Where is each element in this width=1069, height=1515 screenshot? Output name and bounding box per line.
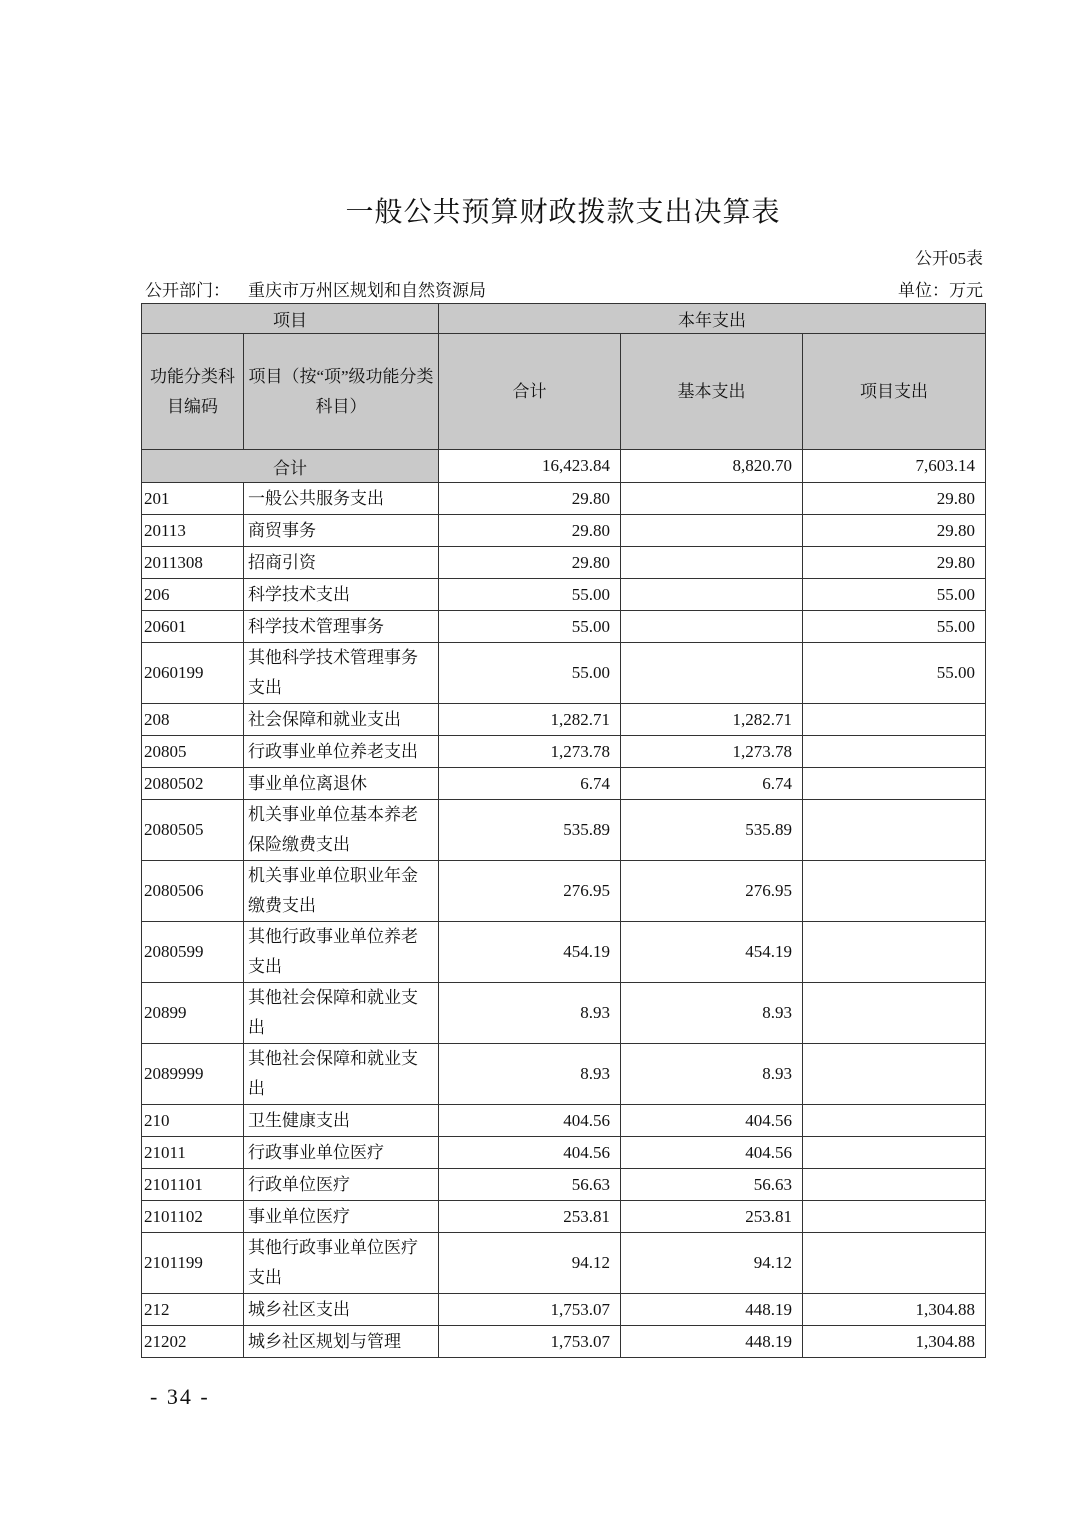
row-basic <box>621 643 803 704</box>
row-code: 2080502 <box>142 768 244 800</box>
row-name-text: 机关事业单位职业年金缴费支出 <box>248 866 418 915</box>
row-code: 2011308 <box>142 547 244 579</box>
row-name <box>244 1326 439 1358</box>
row-basic <box>621 547 803 579</box>
row-total: 454.19 <box>439 922 621 983</box>
row-project <box>803 704 986 736</box>
row-total: 29.80 <box>439 483 621 515</box>
row-basic: 276.95 <box>621 861 803 922</box>
row-code: 20899 <box>142 983 244 1044</box>
row-total: 1,753.07 <box>439 1326 621 1358</box>
row-basic: 94.12 <box>621 1233 803 1294</box>
table-row <box>142 643 986 704</box>
row-basic: 535.89 <box>621 800 803 861</box>
row-total: 1,753.07 <box>439 1294 621 1326</box>
row-name-text: 行政事业单位养老支出 <box>248 741 418 761</box>
department-label: 公开部门： <box>145 281 230 300</box>
row-total: 8.93 <box>439 983 621 1044</box>
row-code: 2101199 <box>142 1233 244 1294</box>
row-project <box>803 768 986 800</box>
row-name-text: 机关事业单位基本养老保险缴费支出 <box>248 805 418 854</box>
row-code: 2101101 <box>142 1169 244 1201</box>
row-project <box>803 1233 986 1294</box>
budget-table <box>141 303 986 1358</box>
table-row <box>142 1105 986 1137</box>
row-basic: 1,273.78 <box>621 736 803 768</box>
row-name <box>244 483 439 515</box>
row-name-text: 商贸事务 <box>248 520 316 540</box>
row-project: 55.00 <box>803 611 986 643</box>
table-row <box>142 983 986 1044</box>
row-name-text: 科学技术支出 <box>248 584 350 604</box>
table-row <box>142 1294 986 1326</box>
form-number: 公开05表 <box>915 249 983 268</box>
row-basic: 56.63 <box>621 1169 803 1201</box>
row-basic: 404.56 <box>621 1137 803 1169</box>
row-name-text: 行政事业单位医疗 <box>248 1142 384 1162</box>
row-basic: 8.93 <box>621 983 803 1044</box>
row-name-text: 其他社会保障和就业支出 <box>248 1049 418 1098</box>
table-row <box>142 1044 986 1105</box>
page-title: 一般公共预算财政拨款支出决算表 <box>345 197 781 228</box>
row-code: 208 <box>142 704 244 736</box>
row-basic: 448.19 <box>621 1294 803 1326</box>
row-total: 55.00 <box>439 579 621 611</box>
row-name <box>244 1233 439 1294</box>
row-project <box>803 800 986 861</box>
row-project <box>803 861 986 922</box>
row-total: 55.00 <box>439 643 621 704</box>
row-name <box>244 736 439 768</box>
row-name-text: 招商引资 <box>248 552 316 572</box>
row-code: 21202 <box>142 1326 244 1358</box>
row-name-text: 其他行政事业单位医疗支出 <box>248 1238 418 1287</box>
row-code: 2060199 <box>142 643 244 704</box>
row-code: 2080506 <box>142 861 244 922</box>
row-basic <box>621 611 803 643</box>
row-name-text: 卫生健康支出 <box>248 1110 350 1130</box>
row-name <box>244 800 439 861</box>
table-row <box>142 704 986 736</box>
row-project: 1,304.88 <box>803 1294 986 1326</box>
row-total: 535.89 <box>439 800 621 861</box>
row-name-text: 其他社会保障和就业支出 <box>248 988 418 1037</box>
table-row <box>142 515 986 547</box>
row-basic: 253.81 <box>621 1201 803 1233</box>
total-project: 7,603.14 <box>803 450 986 483</box>
row-basic: 448.19 <box>621 1326 803 1358</box>
header-name: 项目（按“项”级功能分类科目） <box>244 334 439 450</box>
header-current-year: 本年支出 <box>439 304 986 334</box>
row-total: 1,273.78 <box>439 736 621 768</box>
table-row <box>142 1233 986 1294</box>
header-code: 功能分类科目编码 <box>142 334 244 450</box>
row-code: 206 <box>142 579 244 611</box>
row-total: 6.74 <box>439 768 621 800</box>
table-row <box>142 800 986 861</box>
row-project: 55.00 <box>803 579 986 611</box>
row-total: 404.56 <box>439 1105 621 1137</box>
row-project: 29.80 <box>803 483 986 515</box>
row-project <box>803 983 986 1044</box>
row-total: 94.12 <box>439 1233 621 1294</box>
row-name <box>244 1169 439 1201</box>
row-name-text: 城乡社区规划与管理 <box>248 1331 401 1351</box>
row-basic: 1,282.71 <box>621 704 803 736</box>
row-name <box>244 515 439 547</box>
row-code: 212 <box>142 1294 244 1326</box>
row-basic: 454.19 <box>621 922 803 983</box>
row-name <box>244 579 439 611</box>
row-name <box>244 983 439 1044</box>
department-name: 重庆市万州区规划和自然资源局 <box>248 281 486 300</box>
row-name <box>244 768 439 800</box>
total-label: 合计 <box>142 450 439 483</box>
table-row <box>142 611 986 643</box>
row-name <box>244 861 439 922</box>
row-total: 29.80 <box>439 515 621 547</box>
row-name <box>244 1105 439 1137</box>
row-name-text: 科学技术管理事务 <box>248 616 384 636</box>
row-name <box>244 611 439 643</box>
table-row <box>142 547 986 579</box>
header-total: 合计 <box>439 334 621 450</box>
unit-label: 单位：万元 <box>898 281 983 300</box>
row-code: 2089999 <box>142 1044 244 1105</box>
row-project: 29.80 <box>803 547 986 579</box>
table-row <box>142 861 986 922</box>
row-name <box>244 1044 439 1105</box>
table-row <box>142 768 986 800</box>
row-name <box>244 547 439 579</box>
row-name <box>244 1294 439 1326</box>
row-basic <box>621 579 803 611</box>
row-name-text: 行政单位医疗 <box>248 1174 350 1194</box>
header-basic: 基本支出 <box>621 334 803 450</box>
row-total: 276.95 <box>439 861 621 922</box>
row-code: 2080599 <box>142 922 244 983</box>
row-name <box>244 922 439 983</box>
header-row-2 <box>142 334 986 450</box>
header-project: 项目支出 <box>803 334 986 450</box>
row-total: 253.81 <box>439 1201 621 1233</box>
row-name-text: 一般公共服务支出 <box>248 488 384 508</box>
row-total: 1,282.71 <box>439 704 621 736</box>
row-code: 20805 <box>142 736 244 768</box>
total-sum: 16,423.84 <box>439 450 621 483</box>
table-row <box>142 736 986 768</box>
row-code: 210 <box>142 1105 244 1137</box>
row-code: 21011 <box>142 1137 244 1169</box>
row-name-text: 事业单位医疗 <box>248 1206 350 1226</box>
table-row <box>142 1137 986 1169</box>
row-name <box>244 1137 439 1169</box>
row-total: 29.80 <box>439 547 621 579</box>
header-row-1 <box>142 304 986 334</box>
row-total: 55.00 <box>439 611 621 643</box>
row-name-text: 其他行政事业单位养老支出 <box>248 927 418 976</box>
row-name <box>244 1201 439 1233</box>
row-project: 55.00 <box>803 643 986 704</box>
row-total: 8.93 <box>439 1044 621 1105</box>
row-code: 2101102 <box>142 1201 244 1233</box>
row-name <box>244 704 439 736</box>
row-code: 20601 <box>142 611 244 643</box>
table-row <box>142 1169 986 1201</box>
total-basic: 8,820.70 <box>621 450 803 483</box>
row-basic <box>621 515 803 547</box>
header-item: 项目 <box>142 304 439 334</box>
page-number: - 34 - <box>150 1384 210 1409</box>
table-row <box>142 483 986 515</box>
row-code: 20113 <box>142 515 244 547</box>
row-name-text: 社会保障和就业支出 <box>248 709 401 729</box>
row-name-text: 事业单位离退休 <box>248 773 367 793</box>
table-row <box>142 922 986 983</box>
table-row <box>142 1326 986 1358</box>
table-row <box>142 579 986 611</box>
row-project <box>803 1169 986 1201</box>
row-name-text: 其他科学技术管理事务支出 <box>248 648 418 697</box>
row-project <box>803 1137 986 1169</box>
row-code: 201 <box>142 483 244 515</box>
row-project <box>803 1044 986 1105</box>
row-name-text: 城乡社区支出 <box>248 1299 350 1319</box>
row-project <box>803 1201 986 1233</box>
row-project: 1,304.88 <box>803 1326 986 1358</box>
row-project <box>803 922 986 983</box>
row-basic: 404.56 <box>621 1105 803 1137</box>
row-basic <box>621 483 803 515</box>
row-basic: 8.93 <box>621 1044 803 1105</box>
row-project: 29.80 <box>803 515 986 547</box>
row-total: 56.63 <box>439 1169 621 1201</box>
row-project <box>803 1105 986 1137</box>
department-line <box>145 276 486 301</box>
row-name <box>244 643 439 704</box>
row-total: 404.56 <box>439 1137 621 1169</box>
total-row <box>142 450 986 483</box>
row-project <box>803 736 986 768</box>
row-code: 2080505 <box>142 800 244 861</box>
row-basic: 6.74 <box>621 768 803 800</box>
table-row <box>142 1201 986 1233</box>
